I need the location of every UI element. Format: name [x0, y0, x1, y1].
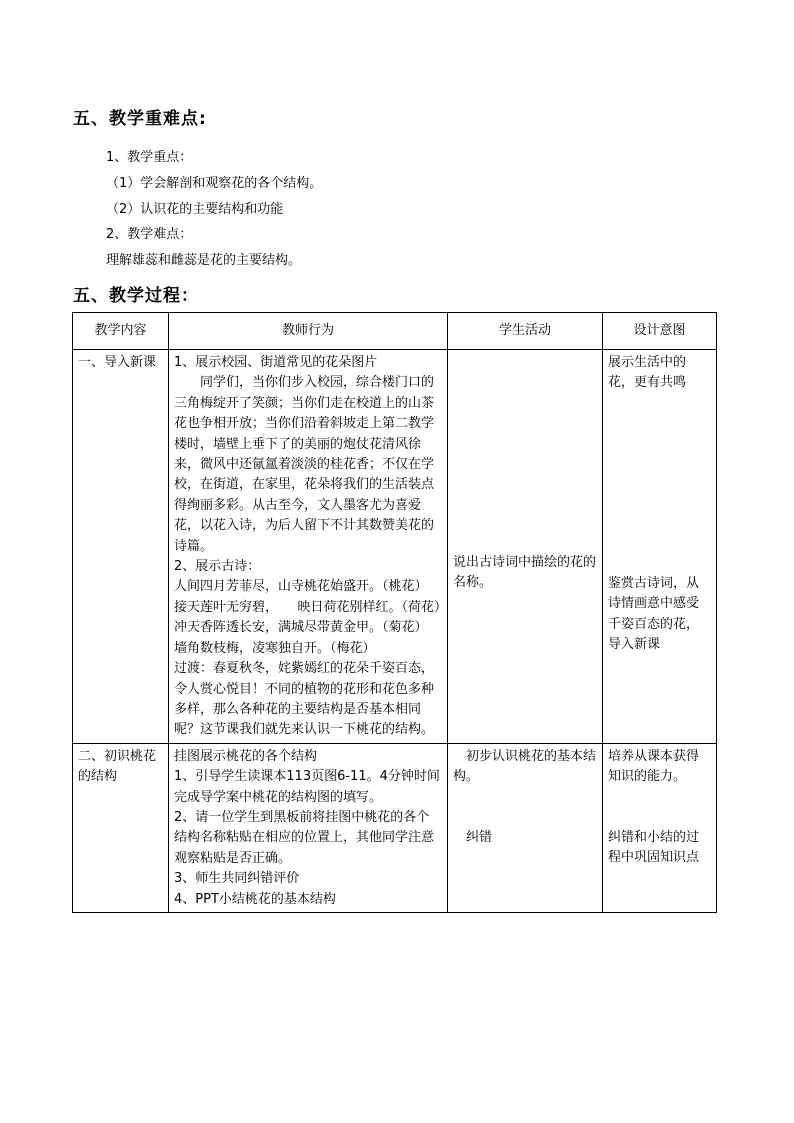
transition-text: 过渡：春夏秋冬，姹紫嫣红的花朵千姿百态，令人赏心悦目！不同的植物的花形和花色多种多样，那么各种花的主要结构是否基本相同呢？这节课我们就先来认识一下桃花的结构。	[174, 661, 435, 738]
difficulty-label: 2、教学难点：	[106, 227, 193, 242]
poem-line: 人间四月芳菲尽，山寺桃花始盛开。（桃花）	[174, 579, 428, 595]
table-header-row	[73, 313, 717, 350]
key-point-label: 1、教学重点：	[106, 150, 193, 165]
teacher-step: 1、引导学生读课本113页图6-11。4分钟时间完成导学案中桃花的结构图的填写。	[174, 769, 440, 805]
key-point-item: （2）认识花的主要结构和功能	[106, 202, 284, 217]
column-header: 设计意图	[603, 313, 717, 350]
student-cell	[448, 350, 603, 744]
teacher-cell	[169, 350, 448, 744]
design-intent: 培养从课本获得知识的能力。	[608, 748, 700, 785]
student-activity: 初步认识桃花的基本结构。	[453, 748, 597, 785]
content-cell: 二、初识桃花的结构	[73, 743, 169, 912]
column-header: 学生活动	[448, 313, 603, 350]
design-intent: 鉴赏古诗词，从诗情画意中感受千姿百态的花，导入新课	[608, 575, 700, 653]
student-activity: 说出古诗词中描绘的花的名称。	[453, 555, 597, 591]
poem-line: 冲天香阵透长安，满城尽带黄金甲。（菊花）	[174, 620, 428, 636]
poem-line: 接天莲叶无穷碧， 映日荷花别样红。（荷花）	[174, 599, 448, 615]
teacher-narration: 同学们，当你们步入校园，综合楼门口的三角梅绽开了笑颜；当你们走在校道上的山茶花也争相开放；当你们沿着斜坡走上第二教学楼时，墙壁上垂下了的美丽的炮仗花清风徐来，微风中还氤氲着淡淡的桂花香；不仅在学校，在街道，在家里，花朵将我们的生活装点得绚丽多彩。从古至今，文人墨客尤为喜爱花，以花入诗，为后人留下不计其数赞美花的诗篇。	[174, 375, 435, 554]
table-row	[73, 743, 717, 912]
student-cell	[448, 743, 603, 912]
content-cell: 一、导入新课	[73, 350, 169, 744]
teacher-step: 挂图展示桃花的各个结构	[174, 748, 318, 764]
teacher-step: 3、师生共同纠错评价	[174, 871, 300, 887]
teacher-step: 4、PPT小结桃花的基本结构	[174, 891, 336, 907]
key-point-item: （1）学会解剖和观察花的各个结构。	[106, 176, 323, 191]
column-header: 教师行为	[169, 313, 448, 350]
teacher-cell	[169, 743, 448, 912]
teaching-process-table	[72, 312, 717, 913]
design-intent: 展示生活中的花，更有共鸣	[608, 355, 687, 391]
design-cell	[603, 350, 717, 744]
column-header: 教学内容	[73, 313, 169, 350]
design-cell	[603, 743, 717, 912]
teacher-step: 2、展示古诗：	[174, 559, 261, 575]
student-activity: 纠错	[466, 829, 493, 845]
difficulty-heading: 五、教学重难点:	[73, 109, 207, 129]
teacher-step: 2、请一位学生到黑板前将挂图中桃花的各个结构名称粘贴在相应的位置上，其他同学注意观察粘贴是否正确。	[174, 809, 435, 866]
poem-line: 墙角数枝梅，凌寒独自开。（梅花）	[174, 640, 376, 656]
design-intent: 纠错和小结的过程中巩固知识点	[608, 829, 700, 865]
process-heading: 五、教学过程：	[73, 286, 199, 306]
difficulty-text: 理解雄蕊和雌蕊是花的主要结构。	[106, 253, 302, 268]
table-row	[73, 350, 717, 744]
teacher-step: 1、展示校园、街道常见的花朵图片	[174, 355, 378, 370]
